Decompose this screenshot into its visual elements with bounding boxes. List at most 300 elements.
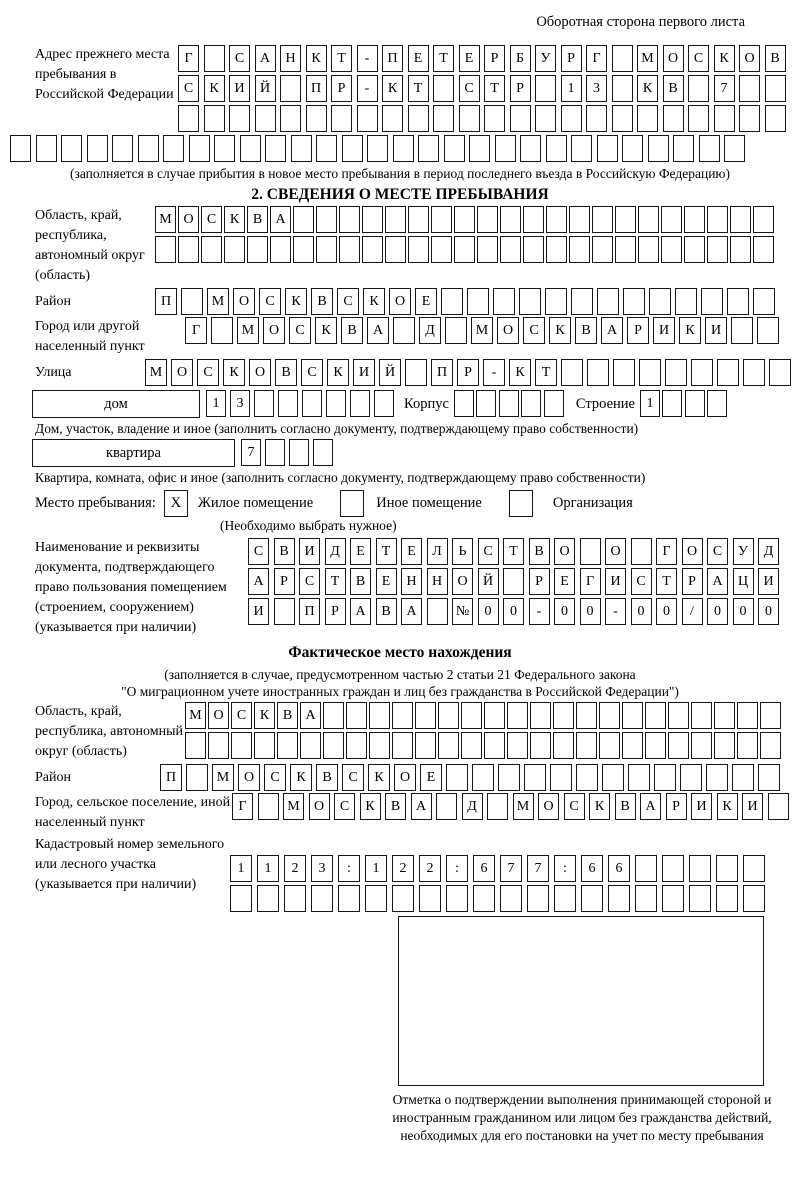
char-box[interactable]: Д [325,538,346,565]
char-box[interactable] [753,236,774,263]
char-box[interactable] [769,359,791,386]
char-box[interactable] [61,135,82,162]
checkbox-zhiloe[interactable]: X [164,490,188,517]
char-box[interactable] [544,390,564,417]
char-box[interactable]: К [368,764,390,791]
char-box[interactable]: 6 [581,855,603,882]
char-box[interactable] [743,855,765,882]
char-box[interactable] [753,288,775,315]
char-box[interactable] [546,206,567,233]
char-box[interactable] [339,236,360,263]
char-box[interactable] [300,732,321,759]
char-box[interactable] [385,236,406,263]
char-box[interactable]: С [178,75,199,102]
char-box[interactable] [615,236,636,263]
char-box[interactable]: А [640,793,661,820]
char-box[interactable]: О [682,538,703,565]
char-box[interactable] [554,885,576,912]
char-box[interactable] [316,206,337,233]
char-box[interactable] [768,793,789,820]
char-box[interactable]: - [605,598,626,625]
char-box[interactable]: И [248,598,269,625]
char-box[interactable] [599,732,620,759]
char-box[interactable]: 7 [527,855,549,882]
char-box[interactable] [178,105,199,132]
char-box[interactable]: С [707,538,728,565]
char-box[interactable]: О [497,317,519,344]
char-box[interactable]: О [238,764,260,791]
char-box[interactable] [477,206,498,233]
char-box[interactable] [346,732,367,759]
dom-field[interactable]: дом [32,390,200,418]
char-box[interactable] [293,236,314,263]
char-box[interactable] [535,105,556,132]
char-box[interactable] [274,598,295,625]
char-box[interactable] [730,206,751,233]
char-box[interactable] [581,885,603,912]
char-box[interactable]: П [155,288,177,315]
char-box[interactable] [684,236,705,263]
char-box[interactable] [204,105,225,132]
char-box[interactable] [701,288,723,315]
checkbox-org[interactable] [509,490,533,517]
char-box[interactable] [546,236,567,263]
char-box[interactable]: - [529,598,550,625]
char-box[interactable]: С [631,568,652,595]
char-box[interactable] [675,288,697,315]
char-box[interactable]: К [589,793,610,820]
char-box[interactable]: Й [255,75,276,102]
char-box[interactable]: Р [666,793,687,820]
char-box[interactable]: О [233,288,255,315]
char-box[interactable]: 2 [419,855,441,882]
char-box[interactable]: С [299,568,320,595]
char-box[interactable] [707,206,728,233]
char-box[interactable]: О [605,538,626,565]
char-box[interactable] [431,206,452,233]
char-box[interactable] [419,885,441,912]
char-box[interactable] [493,288,515,315]
char-box[interactable]: 0 [733,598,754,625]
char-box[interactable]: А [270,206,291,233]
char-box[interactable] [523,236,544,263]
char-box[interactable] [684,206,705,233]
char-box[interactable]: К [224,206,245,233]
char-box[interactable]: Н [280,45,301,72]
char-box[interactable]: К [290,764,312,791]
char-box[interactable] [638,206,659,233]
char-box[interactable]: Е [376,568,397,595]
char-box[interactable]: С [334,793,355,820]
char-box[interactable] [662,390,682,417]
char-box[interactable] [561,105,582,132]
char-box[interactable] [527,885,549,912]
char-box[interactable]: С [197,359,219,386]
char-box[interactable] [484,702,505,729]
checkbox-inoe[interactable] [340,490,364,517]
char-box[interactable] [211,317,233,344]
char-box[interactable] [476,390,496,417]
char-box[interactable] [673,135,694,162]
char-box[interactable]: 0 [580,598,601,625]
char-box[interactable]: / [682,598,703,625]
char-box[interactable] [649,288,671,315]
char-box[interactable]: 1 [206,390,226,417]
char-box[interactable] [365,885,387,912]
char-box[interactable] [441,288,463,315]
char-box[interactable] [661,236,682,263]
char-box[interactable]: - [483,359,505,386]
char-box[interactable] [753,206,774,233]
char-box[interactable] [520,135,541,162]
char-box[interactable] [724,135,745,162]
char-box[interactable] [155,236,176,263]
char-box[interactable]: К [360,793,381,820]
char-box[interactable]: 3 [311,855,333,882]
char-box[interactable]: Т [331,45,352,72]
char-box[interactable] [302,390,322,417]
char-box[interactable] [521,390,541,417]
char-box[interactable] [727,288,749,315]
char-box[interactable]: С [231,702,252,729]
char-box[interactable]: К [637,75,658,102]
char-box[interactable]: Р [561,45,582,72]
char-box[interactable] [484,105,505,132]
char-box[interactable]: И [742,793,763,820]
char-box[interactable] [714,702,735,729]
char-box[interactable] [597,288,619,315]
char-box[interactable] [571,135,592,162]
char-box[interactable] [280,105,301,132]
char-box[interactable]: Р [627,317,649,344]
char-box[interactable]: С [264,764,286,791]
char-box[interactable] [665,359,687,386]
char-box[interactable]: 0 [656,598,677,625]
char-box[interactable]: И [758,568,779,595]
char-box[interactable]: И [229,75,250,102]
char-box[interactable] [592,206,613,233]
char-box[interactable] [530,732,551,759]
char-box[interactable] [357,105,378,132]
char-box[interactable] [138,135,159,162]
char-box[interactable] [699,135,720,162]
char-box[interactable] [623,288,645,315]
char-box[interactable] [765,105,786,132]
char-box[interactable] [454,206,475,233]
char-box[interactable] [408,105,429,132]
char-box[interactable] [311,885,333,912]
char-box[interactable] [597,135,618,162]
char-box[interactable] [612,75,633,102]
char-box[interactable]: У [535,45,556,72]
char-box[interactable] [433,75,454,102]
char-box[interactable] [689,885,711,912]
char-box[interactable]: С [201,206,222,233]
char-box[interactable] [576,732,597,759]
char-box[interactable]: К [327,359,349,386]
char-box[interactable] [362,206,383,233]
char-box[interactable] [338,885,360,912]
char-box[interactable] [163,135,184,162]
char-box[interactable] [635,855,657,882]
char-box[interactable] [737,732,758,759]
char-box[interactable] [613,359,635,386]
char-box[interactable]: К [306,45,327,72]
char-box[interactable] [688,75,709,102]
char-box[interactable]: Й [478,568,499,595]
char-box[interactable]: 7 [500,855,522,882]
char-box[interactable] [431,236,452,263]
char-box[interactable]: В [341,317,363,344]
char-box[interactable] [602,764,624,791]
char-box[interactable]: В [575,317,597,344]
char-box[interactable]: С [688,45,709,72]
char-box[interactable] [280,75,301,102]
char-box[interactable]: В [316,764,338,791]
char-box[interactable]: 0 [758,598,779,625]
char-box[interactable]: О [394,764,416,791]
char-box[interactable]: К [254,702,275,729]
char-box[interactable] [691,732,712,759]
char-box[interactable] [500,885,522,912]
char-box[interactable]: Ц [733,568,754,595]
char-box[interactable] [499,390,519,417]
char-box[interactable] [204,45,225,72]
char-box[interactable]: М [155,206,176,233]
char-box[interactable]: - [357,75,378,102]
char-box[interactable] [716,855,738,882]
char-box[interactable] [685,390,705,417]
char-box[interactable] [326,390,346,417]
char-box[interactable] [487,793,508,820]
char-box[interactable]: К [549,317,571,344]
char-box[interactable]: С [337,288,359,315]
char-box[interactable]: О [263,317,285,344]
char-box[interactable] [628,764,650,791]
char-box[interactable]: А [411,793,432,820]
char-box[interactable]: 6 [608,855,630,882]
char-box[interactable] [586,105,607,132]
char-box[interactable] [587,359,609,386]
char-box[interactable]: 1 [561,75,582,102]
char-box[interactable]: 3 [586,75,607,102]
char-box[interactable]: Т [433,45,454,72]
char-box[interactable]: В [274,538,295,565]
char-box[interactable]: Г [586,45,607,72]
char-box[interactable]: О [309,793,330,820]
char-box[interactable] [229,105,250,132]
char-box[interactable] [580,538,601,565]
char-box[interactable]: О [739,45,760,72]
char-box[interactable]: 1 [257,855,279,882]
char-box[interactable] [648,135,669,162]
char-box[interactable]: 1 [640,390,660,417]
char-box[interactable] [427,598,448,625]
char-box[interactable]: И [299,538,320,565]
char-box[interactable] [469,135,490,162]
char-box[interactable] [185,732,206,759]
char-box[interactable]: 6 [473,855,495,882]
char-box[interactable] [265,135,286,162]
char-box[interactable] [569,206,590,233]
char-box[interactable] [495,135,516,162]
char-box[interactable] [454,236,475,263]
char-box[interactable] [743,885,765,912]
char-box[interactable]: В [663,75,684,102]
char-box[interactable] [717,359,739,386]
char-box[interactable]: М [207,288,229,315]
char-box[interactable]: О [554,538,575,565]
char-box[interactable] [571,288,593,315]
char-box[interactable]: 7 [714,75,735,102]
char-box[interactable]: Т [484,75,505,102]
char-box[interactable]: Т [656,568,677,595]
char-box[interactable] [392,732,413,759]
char-box[interactable] [189,135,210,162]
char-box[interactable]: К [315,317,337,344]
char-box[interactable]: К [679,317,701,344]
char-box[interactable]: И [691,793,712,820]
char-box[interactable] [576,764,598,791]
char-box[interactable]: Й [379,359,401,386]
char-box[interactable] [467,288,489,315]
char-box[interactable] [415,702,436,729]
char-box[interactable] [418,135,439,162]
char-box[interactable] [737,702,758,729]
char-box[interactable] [240,135,261,162]
char-box[interactable] [342,135,363,162]
char-box[interactable]: 1 [230,855,252,882]
char-box[interactable]: П [160,764,182,791]
char-box[interactable]: А [350,598,371,625]
char-box[interactable] [258,793,279,820]
char-box[interactable]: В [350,568,371,595]
char-box[interactable]: 0 [631,598,652,625]
char-box[interactable]: М [237,317,259,344]
char-box[interactable]: К [363,288,385,315]
char-box[interactable] [284,885,306,912]
char-box[interactable]: И [605,568,626,595]
char-box[interactable]: В [247,206,268,233]
char-box[interactable]: М [185,702,206,729]
char-box[interactable] [112,135,133,162]
char-box[interactable]: С [259,288,281,315]
char-box[interactable] [638,236,659,263]
char-box[interactable]: Р [325,598,346,625]
char-box[interactable] [680,764,702,791]
char-box[interactable]: 0 [503,598,524,625]
char-box[interactable]: Д [462,793,483,820]
char-box[interactable] [622,732,643,759]
char-box[interactable]: О [389,288,411,315]
char-box[interactable] [661,206,682,233]
char-box[interactable] [523,206,544,233]
char-box[interactable]: К [223,359,245,386]
char-box[interactable] [438,702,459,729]
char-box[interactable]: А [367,317,389,344]
char-box[interactable]: В [765,45,786,72]
char-box[interactable] [201,236,222,263]
char-box[interactable] [730,236,751,263]
char-box[interactable] [637,105,658,132]
char-box[interactable]: М [513,793,534,820]
char-box[interactable]: Г [185,317,207,344]
char-box[interactable]: Р [457,359,479,386]
char-box[interactable] [461,702,482,729]
char-box[interactable]: М [637,45,658,72]
char-box[interactable] [255,105,276,132]
char-box[interactable]: В [277,702,298,729]
char-box[interactable] [224,236,245,263]
char-box[interactable] [477,236,498,263]
char-box[interactable] [438,732,459,759]
char-box[interactable]: : [554,855,576,882]
char-box[interactable]: С [248,538,269,565]
char-box[interactable]: 7 [241,439,261,466]
char-box[interactable] [408,206,429,233]
char-box[interactable] [743,359,765,386]
char-box[interactable]: Б [510,45,531,72]
char-box[interactable] [393,317,415,344]
char-box[interactable]: Р [510,75,531,102]
char-box[interactable] [306,105,327,132]
char-box[interactable] [668,702,689,729]
char-box[interactable]: 0 [707,598,728,625]
char-box[interactable]: П [382,45,403,72]
char-box[interactable]: Р [331,75,352,102]
char-box[interactable]: У [733,538,754,565]
char-box[interactable] [208,732,229,759]
char-box[interactable]: К [714,45,735,72]
char-box[interactable] [507,732,528,759]
char-box[interactable] [760,732,781,759]
char-box[interactable] [553,702,574,729]
char-box[interactable]: Г [580,568,601,595]
char-box[interactable]: Е [415,288,437,315]
char-box[interactable] [289,439,309,466]
char-box[interactable]: В [311,288,333,315]
char-box[interactable] [731,317,753,344]
char-box[interactable] [739,75,760,102]
char-box[interactable]: М [212,764,234,791]
char-box[interactable]: Г [232,793,253,820]
char-box[interactable] [639,359,661,386]
char-box[interactable] [405,359,427,386]
char-box[interactable] [323,702,344,729]
char-box[interactable]: Т [503,538,524,565]
char-box[interactable]: О [178,206,199,233]
char-box[interactable]: Е [554,568,575,595]
kvartira-field[interactable]: квартира [32,439,235,467]
char-box[interactable] [553,732,574,759]
char-box[interactable]: О [663,45,684,72]
char-box[interactable] [663,105,684,132]
char-box[interactable] [550,764,572,791]
char-box[interactable]: 2 [392,855,414,882]
char-box[interactable]: - [357,45,378,72]
char-box[interactable] [707,390,727,417]
char-box[interactable] [498,764,520,791]
char-box[interactable] [367,135,388,162]
char-box[interactable]: В [275,359,297,386]
char-box[interactable] [186,764,208,791]
char-box[interactable]: О [452,568,473,595]
char-box[interactable] [484,732,505,759]
char-box[interactable] [459,105,480,132]
char-box[interactable] [739,105,760,132]
char-box[interactable] [500,236,521,263]
char-box[interactable] [445,317,467,344]
